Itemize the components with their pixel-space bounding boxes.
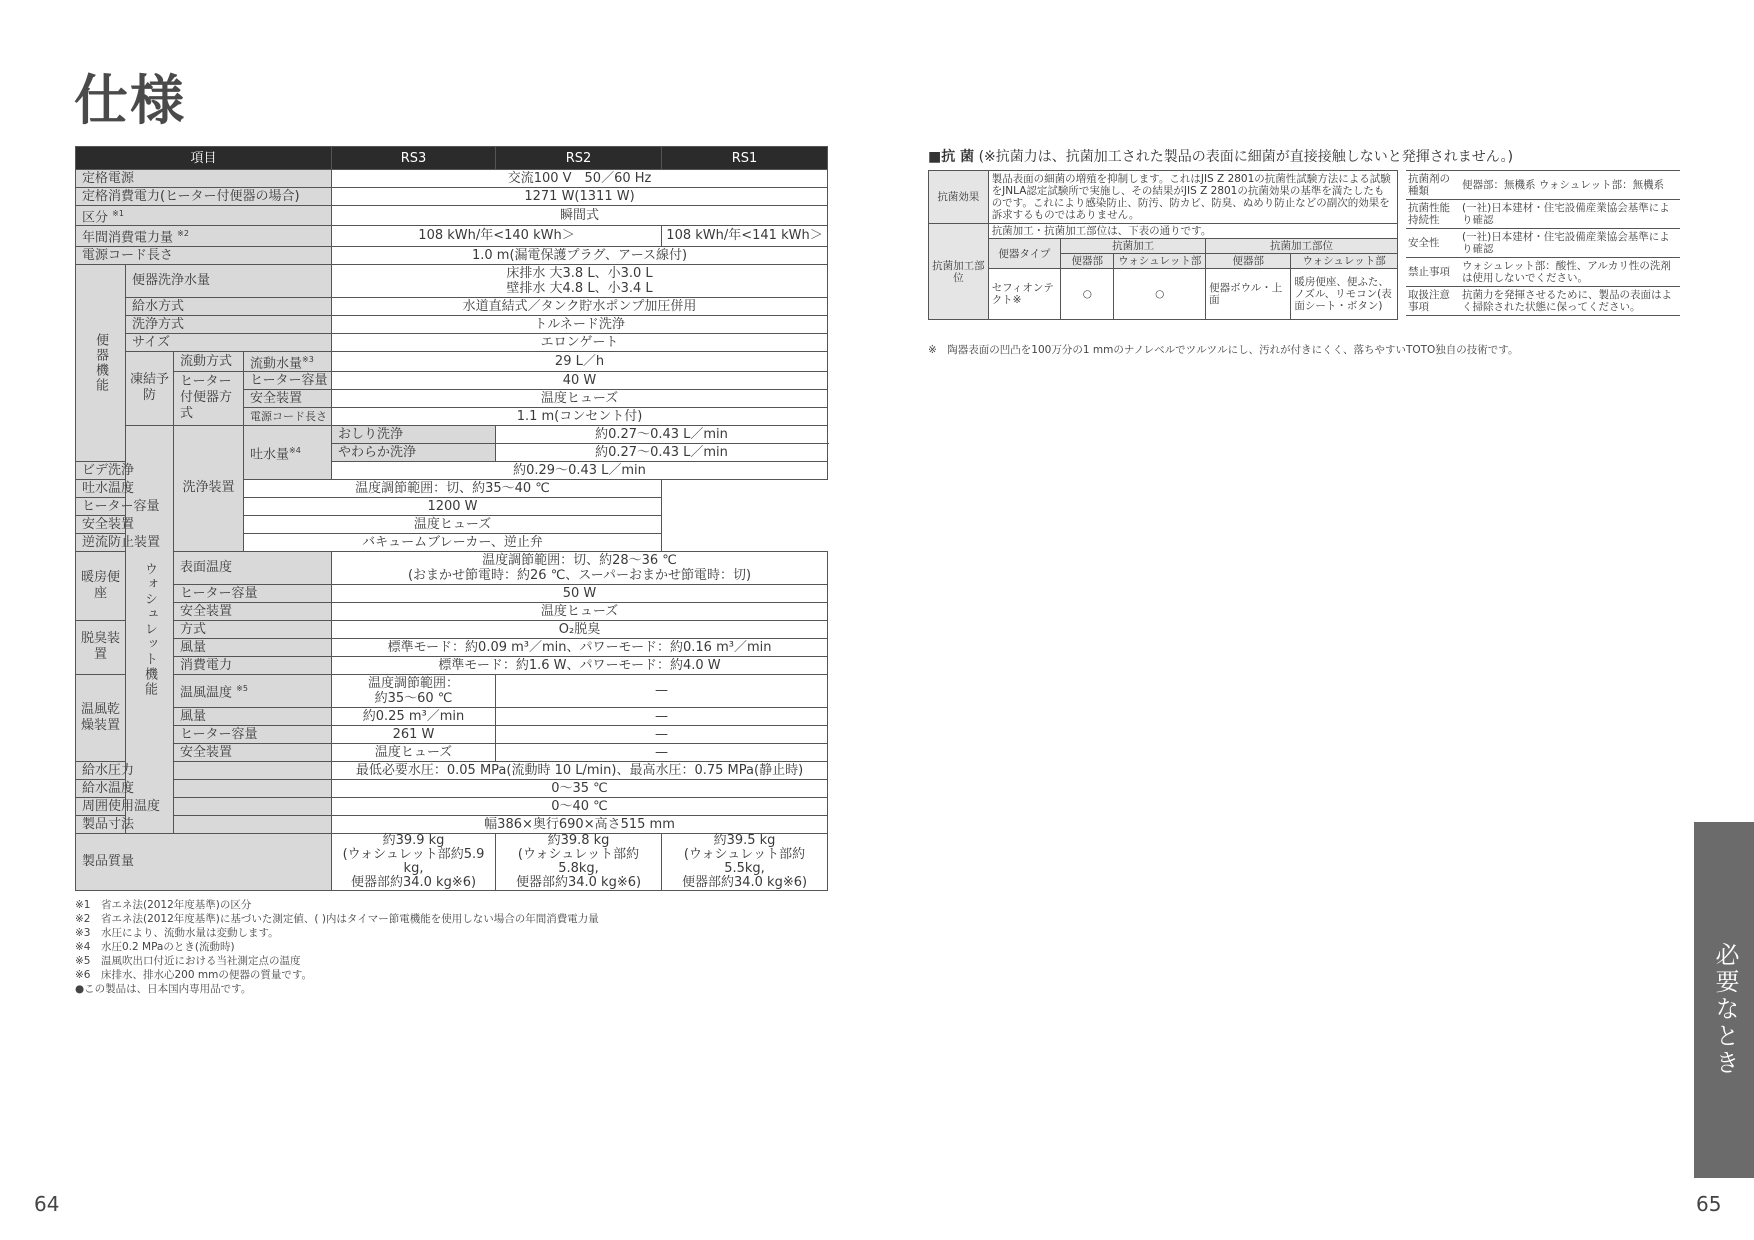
footnotes bbox=[75, 898, 599, 996]
row-label: 消費電力 bbox=[174, 656, 332, 674]
antibac-mark-toilet: ○ bbox=[1061, 269, 1114, 320]
table-row bbox=[76, 815, 828, 833]
table-row bbox=[929, 224, 1398, 239]
antibac-footnote: ※ 陶器表面の凹凸を100万分の1 mmのナノレベルでツルツルにし、汚れが付きにくく、落ちやすいTOTO独自の技術です。 bbox=[928, 344, 1519, 356]
row-label: 吐水温度 bbox=[76, 479, 174, 497]
row-value: 261 W bbox=[332, 725, 496, 743]
footnote: ●この製品は、日本国内専用品です。 bbox=[75, 983, 252, 995]
antibac-heading bbox=[928, 146, 1513, 166]
page-number-right: 65 bbox=[1696, 1192, 1722, 1216]
row-sublabel: 流動水量$^{※3}$ bbox=[244, 351, 332, 371]
antibac-effect-text: 製品表面の細菌の増殖を抑制します。これはJIS Z 2801の抗菌性試験方法による試験をJNLA認定試験所で実施し、その結果がJIS Z 2801の抗菌効果の基準を満たしたものです。これにより感染防止、防汚、防カビ、防臭、ぬめり防止などの副次的効果を訴求するものではありません。 bbox=[988, 171, 1397, 224]
group-wash: 洗浄装置 bbox=[174, 425, 244, 551]
row-value: 標準モード：約1.6 W、パワーモード：約4.0 W bbox=[332, 656, 828, 674]
group-toilet: 便器機能 bbox=[76, 264, 126, 461]
row-label: ヒーター付便器方式 bbox=[174, 371, 244, 425]
footnote: ※1 省エネ法(2012年度基準)の区分 bbox=[75, 899, 252, 911]
row-value: 50 W bbox=[332, 584, 828, 602]
row-value: 温度ヒューズ bbox=[332, 743, 496, 761]
antibac-part-label: 抗菌加工部位 bbox=[929, 224, 989, 320]
row-value: バキュームブレーカー、逆止弁 bbox=[244, 533, 662, 551]
antibac-col-toilet: 便器部 bbox=[1061, 254, 1114, 269]
header-rs3: RS3 bbox=[332, 147, 496, 170]
row-value: 温度ヒューズ bbox=[332, 389, 828, 407]
table-row bbox=[76, 761, 828, 779]
row-value-other: — bbox=[496, 674, 828, 707]
row-value: 0～35 ℃ bbox=[332, 779, 828, 797]
row-label: 定格消費電力(ヒーター付便器の場合) bbox=[76, 188, 332, 206]
row-label: 給水圧力 bbox=[76, 761, 332, 779]
row-label: 製品質量 bbox=[76, 833, 332, 890]
row-value: 温度調節範囲： 約35～60 ℃ bbox=[332, 674, 496, 707]
row-value: 標準モード：約0.09 m³／min、パワーモード：約0.16 m³／min bbox=[332, 638, 828, 656]
table-row bbox=[76, 188, 828, 206]
group-deodor: 脱臭装置 bbox=[76, 620, 126, 674]
table-row bbox=[76, 425, 828, 443]
row-label: 周囲使用温度 bbox=[76, 797, 332, 815]
table-row bbox=[929, 239, 1398, 254]
page-number-left: 64 bbox=[34, 1192, 60, 1216]
table-row bbox=[76, 584, 828, 602]
row-value: エロンゲート bbox=[332, 333, 828, 351]
footnote-mark: ※5 bbox=[236, 684, 248, 694]
group-seat: 暖房便座 bbox=[76, 551, 126, 620]
detail-value: 便器部：無機系 ウォシュレット部：無機系 bbox=[1460, 171, 1680, 200]
row-value: 約0.25 m³／min bbox=[332, 707, 496, 725]
row-value: 交流100 V 50／60 Hz bbox=[332, 170, 828, 188]
footnote-mark: ※2 bbox=[177, 229, 189, 239]
table-row bbox=[76, 707, 828, 725]
row-value-other: — bbox=[496, 725, 828, 743]
footnote: ※2 省エネ法(2012年度基準)に基づいた測定値、( )内はタイマー節電機能を使用しない場合の年間消費電力量 bbox=[75, 913, 599, 925]
row-value: 1.1 m(コンセント付) bbox=[332, 407, 828, 425]
footnote: ※3 水圧により、流動水量は変動します。 bbox=[75, 927, 279, 939]
row-label: 風量 bbox=[174, 707, 332, 725]
detail-value: ウォシュレット部：酸性、アルカリ性の洗剤は使用しないでください。 bbox=[1460, 258, 1680, 287]
table-row bbox=[76, 674, 828, 707]
table-row bbox=[76, 264, 828, 297]
table-row bbox=[76, 779, 828, 797]
row-value: 29 L／h bbox=[332, 351, 828, 371]
row-label: 表面温度 bbox=[174, 551, 332, 584]
table-row bbox=[1406, 287, 1680, 316]
row-value: 温度ヒューズ bbox=[244, 515, 662, 533]
row-label: 安全装置 bbox=[76, 515, 174, 533]
header-rs1: RS1 bbox=[662, 147, 828, 170]
footnote-mark: ※1 bbox=[112, 209, 124, 218]
table-row bbox=[76, 351, 828, 371]
row-label: ヒーター容量 bbox=[174, 725, 332, 743]
row-value: O₂脱臭 bbox=[332, 620, 828, 638]
group-dryer: 温風乾燥装置 bbox=[76, 674, 126, 761]
row-value: 温度ヒューズ bbox=[332, 602, 828, 620]
antibac-part-intro: 抗菌加工・抗菌加工部位は、下表の通りです。 bbox=[988, 224, 1397, 239]
row-value: 約0.27～0.43 L／min bbox=[496, 425, 828, 443]
row-value: 1200 W bbox=[244, 497, 662, 515]
detail-key: 抗菌性能持続性 bbox=[1406, 200, 1460, 229]
row-sublabel: ヒーター容量 bbox=[244, 371, 332, 389]
detail-value: (一社)日本建材・住宅設備産業協会基準により確認 bbox=[1460, 229, 1680, 258]
row-label: 安全装置 bbox=[174, 743, 332, 761]
antibac-type-value: セフィオンテクト※ bbox=[988, 269, 1060, 320]
row-value: 1.0 m(漏電保護プラグ、アース線付) bbox=[332, 246, 828, 264]
row-value-other: — bbox=[496, 743, 828, 761]
row-value: 約0.27～0.43 L／min bbox=[496, 443, 828, 461]
table-row bbox=[76, 602, 828, 620]
row-value: 最低必要水圧：0.05 MPa(流動時 10 L/min)、最高水圧：0.75 MPa(静止時) bbox=[332, 761, 828, 779]
detail-key: 禁止事項 bbox=[1406, 258, 1460, 287]
antibac-table bbox=[928, 170, 1398, 320]
row-sublabel: やわらか洗浄 bbox=[332, 443, 496, 461]
table-row bbox=[76, 371, 828, 389]
detail-key: 安全性 bbox=[1406, 229, 1460, 258]
antibac-toilet-part-value: 便器ボウル・上面 bbox=[1206, 269, 1291, 320]
antibac-washlet-part-value: 暖房便座、便ふた、ノズル、リモコン(表面シート・ボタン) bbox=[1291, 269, 1398, 320]
row-label: 給水方式 bbox=[126, 297, 332, 315]
table-row bbox=[1406, 258, 1680, 287]
row-sublabel: 安全装置 bbox=[244, 389, 332, 407]
table-header-row bbox=[76, 147, 828, 170]
row-value-rs1: 108 kWh/年<141 kWh＞ bbox=[662, 226, 828, 246]
row-label: 給水温度 bbox=[76, 779, 332, 797]
row-label: 区分 $^{※1}$ bbox=[76, 206, 332, 226]
table-row bbox=[76, 297, 828, 315]
table-row bbox=[76, 246, 828, 264]
row-value: 瞬間式 bbox=[332, 206, 828, 226]
antibac-details-table bbox=[1406, 170, 1680, 316]
table-row bbox=[1406, 200, 1680, 229]
table-row bbox=[929, 171, 1398, 224]
weight-rs1: 約39.5 kg (ウォシュレット部約 5.5kg, 便器部約34.0 kg※6) bbox=[662, 833, 828, 890]
row-value: トルネード洗浄 bbox=[332, 315, 828, 333]
detail-key: 取扱注意事項 bbox=[1406, 287, 1460, 316]
table-row bbox=[76, 226, 828, 246]
table-row bbox=[76, 206, 828, 226]
row-value: 約0.29～0.43 L／min bbox=[332, 461, 828, 479]
row-label: 製品寸法 bbox=[76, 815, 332, 833]
antibac-mark-washlet: ○ bbox=[1114, 269, 1206, 320]
row-label: 風量 bbox=[174, 638, 332, 656]
row-value: 1271 W(1311 W) bbox=[332, 188, 828, 206]
weight-rs2: 約39.8 kg (ウォシュレット部約 5.8kg, 便器部約34.0 kg※6) bbox=[496, 833, 662, 890]
table-row bbox=[76, 725, 828, 743]
footnote-mark: ※3 bbox=[302, 354, 314, 364]
row-label: 年間消費電力量 $^{※2}$ bbox=[76, 226, 332, 246]
side-tab[interactable] bbox=[1694, 822, 1754, 1178]
row-label: ヒーター容量 bbox=[174, 584, 332, 602]
row-label: 逆流防止装置 bbox=[76, 533, 174, 551]
table-row bbox=[929, 269, 1398, 320]
antibac-effect-label: 抗菌効果 bbox=[929, 171, 989, 224]
table-row bbox=[76, 638, 828, 656]
header-rs2: RS2 bbox=[496, 147, 662, 170]
table-row bbox=[76, 170, 828, 188]
table-row bbox=[76, 333, 828, 351]
row-value: 水道直結式／タンク貯水ポンプ加圧併用 bbox=[332, 297, 828, 315]
detail-value: (一社)日本建材・住宅設備産業協会基準により確認 bbox=[1460, 200, 1680, 229]
antibac-col-toilet-part: 便器部 bbox=[1206, 254, 1291, 269]
row-label: 便器洗浄水量 bbox=[126, 264, 332, 297]
row-value: 40 W bbox=[332, 371, 828, 389]
antibac-col-washlet-part: ウォシュレット部 bbox=[1291, 254, 1398, 269]
row-sublabel: ビデ洗浄 bbox=[76, 461, 126, 479]
row-label: サイズ bbox=[126, 333, 332, 351]
row-label: 流動方式 bbox=[174, 351, 244, 371]
header-item: 項目 bbox=[76, 147, 332, 170]
antibac-type-header: 便器タイプ bbox=[988, 239, 1060, 269]
group-washlet: ウォシュレット機能 bbox=[126, 425, 174, 833]
row-label: 定格電源 bbox=[76, 170, 332, 188]
table-row bbox=[1406, 229, 1680, 258]
spec-table bbox=[75, 146, 828, 891]
footnote: ※4 水圧0.2 MPaのとき(流動時) bbox=[75, 941, 235, 953]
row-label: 電源コード長さ bbox=[76, 246, 332, 264]
row-label: 方式 bbox=[174, 620, 332, 638]
antibac-title-note: (※抗菌力は、抗菌加工された製品の表面に細菌が直接接触しないと発揮されません。) bbox=[978, 149, 1514, 165]
antibac-title: ■抗 菌 bbox=[928, 149, 975, 165]
footnote: ※6 床排水、排水心200 mmの便器の質量です。 bbox=[75, 969, 312, 981]
row-value-other: — bbox=[496, 707, 828, 725]
footnote: ※5 温風吹出口付近における当社測定点の温度 bbox=[75, 955, 301, 967]
table-row bbox=[76, 551, 828, 584]
group-freeze: 凍結予防 bbox=[126, 351, 174, 425]
table-row bbox=[76, 797, 828, 815]
table-row bbox=[76, 833, 828, 890]
table-row bbox=[1406, 171, 1680, 200]
antibac-part-header: 抗菌加工部位 bbox=[1206, 239, 1398, 254]
row-value: 温度調節範囲：切、約28～36 ℃ (おまかせ節電時：約26 ℃、スーパーおまかせ節電時：切) bbox=[332, 551, 828, 584]
page-title: 仕様 bbox=[74, 69, 186, 132]
row-label: ヒーター容量 bbox=[76, 497, 174, 515]
table-row bbox=[76, 743, 828, 761]
antibac-col-washlet: ウォシュレット部 bbox=[1114, 254, 1206, 269]
row-value: 床排水 大3.8 L、小3.0 L 壁排水 大4.8 L、小3.4 L bbox=[332, 264, 828, 297]
table-row bbox=[76, 656, 828, 674]
weight-rs3: 約39.9 kg (ウォシュレット部約5.9 kg, 便器部約34.0 kg※6) bbox=[332, 833, 496, 890]
detail-value: 抗菌力を発揮させるために、製品の表面はよく掃除された状態に保ってください。 bbox=[1460, 287, 1680, 316]
row-value: 0～40 ℃ bbox=[332, 797, 828, 815]
row-value: 幅386×奥行690×高さ515 mm bbox=[332, 815, 828, 833]
row-value: 108 kWh/年<140 kWh＞ bbox=[332, 226, 662, 246]
row-label: 吐水量$^{※4}$ bbox=[244, 425, 332, 479]
table-row bbox=[76, 315, 828, 333]
footnote-mark: ※4 bbox=[289, 445, 301, 455]
table-row bbox=[76, 620, 828, 638]
row-sublabel: おしり洗浄 bbox=[332, 425, 496, 443]
detail-key: 抗菌剤の種類 bbox=[1406, 171, 1460, 200]
row-value: 温度調節範囲：切、約35～40 ℃ bbox=[244, 479, 662, 497]
row-label: 温風温度 $^{※5}$ bbox=[174, 674, 332, 707]
row-label: 安全装置 bbox=[174, 602, 332, 620]
row-label: 洗浄方式 bbox=[126, 315, 332, 333]
antibac-processing-header: 抗菌加工 bbox=[1061, 239, 1206, 254]
side-tab-label: 必要なとき bbox=[1711, 942, 1739, 1077]
row-sublabel: 電源コード長さ bbox=[244, 407, 332, 425]
